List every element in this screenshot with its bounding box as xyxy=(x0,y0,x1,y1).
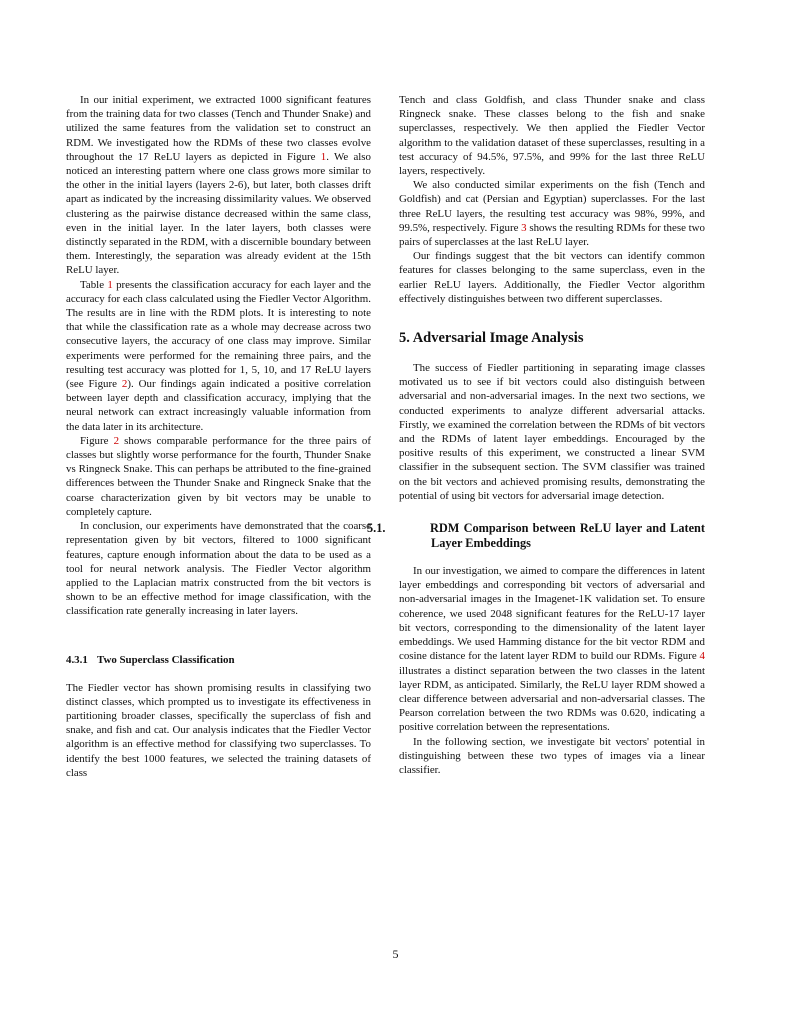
paragraph: Tench and class Goldfish, and class Thunder snake and class Ringneck snake. These classes belong to the fish and snake superclasses, respectively. We then applied the Fiedler Vector algorithm to the validation dataset of these superclasses, resulting in a test accuracy of 94.5%, 97.5%, and 99% for the last three ReLU layers, respectively. xyxy=(399,94,705,178)
table-ref-link[interactable]: 1 xyxy=(107,278,113,291)
heading-number: 4.3.1 xyxy=(66,653,88,666)
paragraph: Our findings suggest that the bit vectors can identify common features for classes belonging to the same superclass, even in the earlier ReLU layers. Additionally, the Fiedler Vector algorithm effectively distinguishes between two different superclasses. xyxy=(399,250,705,305)
heading-title: RDM Comparison between ReLU layer and Latent Layer Embeddings xyxy=(430,521,705,551)
heading-title: Two Superclass Classification xyxy=(97,653,235,666)
page-number: 5 xyxy=(392,947,399,961)
paragraph: In the following section, we investigate bit vectors' potential in distinguishing between these two types of images via a linear classifier. xyxy=(399,735,705,776)
paragraph: Table 1 presents the classification accuracy for each layer and the accuracy for each class calculated using the Fiedler Vector Algorithm. The results are in line with the RDM plots. It is interesting to note that while the classification rate as a whole may decrease across two consecutive layers, the accuracy of one class may improve. Similar experiments were performed for the remaining three pairs, and the resulting test accuracy was plotted for 1, 5, 10, and 17 ReLU layers (see Figure 2). Our findings again indicated a positive correlation between layer depth and classification accuracy, implying that the neural network can extract increasingly valuable information from the data later in its architecture. xyxy=(66,278,372,433)
figure-ref-link[interactable]: 2 xyxy=(113,434,120,447)
subsubsection-heading xyxy=(66,653,371,667)
paragraph: In our initial experiment, we extracted 1000 significant features from the training data for two classes (Tench and Thunder Snake) and utilized the same features from the validation set to construct an RDM. We investigated how the RDMs of these two classes evolve throughout the 17 ReLU layers as depicted in Figure 1. We also noticed an interesting pattern where one class grows more similar to the other in the initial layers (layers 2-6), but later, both classes drift apart as indicated by the increasing dissimilarity values. We observed clustering as the pairwise distance decreased within the same class, even in the initial layer. In the later layers, both classes were distinctly separated in the RDM, with a discernible boundary between them. Interestingly, the separation was already evident at the 15th ReLU layer. xyxy=(66,94,371,277)
paragraph: The Fiedler vector has shown promising results in classifying two distinct classes, which prompted us to investigate its effectiveness in partitioning broader classes, specifically the superclass of fish and snake, and fish and cat. Our analysis indicates that the Fiedler Vector algorithm is an effective method for classifying two superclasses. To identify the best 1000 features, we selected the training datasets of class xyxy=(66,681,371,779)
paragraph: In our investigation, we aimed to compare the differences in latent layer embeddings and corresponding bit vectors of adversarial and non-adversarial images in the Imagenet-1K validation set. To ensure coherence, we used 2048 significant features for the ReLU-17 layer bit vectors, corresponding to the dimensionality of the latent layer embeddings. We used Hamming distance for the bit vector RDM and cosine distance for the latent layer RDM to build our RDMs. Figure 4 illustrates a distinct separation between the two classes in the latent layer RDM, as anticipated. Similarly, the ReLU layer RDM showed a clear difference between adversarial and non-adversarial classes. The Pearson correlation between the two RDMs was 0.620, indicating a positive correlation between the representations. xyxy=(399,565,705,734)
figure-ref-link[interactable]: 3 xyxy=(521,221,527,234)
section-heading xyxy=(399,329,705,347)
left-column xyxy=(66,93,371,780)
figure-ref-link[interactable]: 4 xyxy=(699,650,705,663)
heading-title: Adversarial Image Analysis xyxy=(412,330,584,347)
heading-number: 5. xyxy=(399,330,410,347)
figure-ref-link[interactable]: 1 xyxy=(320,150,327,163)
paragraph: Figure 2 shows comparable performance for the three pairs of classes but slightly worse performance for the fourth, Thunder Snake vs Ringneck Snake. This can perhaps be attributed to the fine-grained differences between the Thunder Snake and Ringneck Snake that the coarse characterization given by bit vectors may be unable to completely capture. xyxy=(66,434,371,518)
paragraph: The success of Fiedler partitioning in separating image classes motivated us to see if bit vectors could also distinguish between adversarial and non-adversarial images. In the next two sections, we conducted experiments to analyze different adversarial attacks. Firstly, we examined the correlation between the RDMs of bit vectors and the RDMs of latent layer embeddings. Encouraged by the positive results of this experiment, we constructed a linear SVM classifier in the subsequent section. The SVM classifier was trained on the bit vectors and achieved promising results, demonstrating the potential of using bit vectors for adversarial image detection. xyxy=(399,362,705,502)
paragraph: In conclusion, our experiments have demonstrated that the coarse representation given by bit vectors, filtered to 1000 significant features, capture enough information about the data to be used as a tool for neural network analysis. The Fiedler Vector algorithm applied to the Laplacian matrix constructed from the bit vectors is shown to be an effective method for image classification, with the classification rate generally increasing in later layers. xyxy=(66,520,371,618)
figure-ref-link[interactable]: 2 xyxy=(121,378,128,391)
right-column xyxy=(367,93,705,777)
subsection-heading xyxy=(367,521,705,551)
paragraph: We also conducted similar experiments on the fish (Tench and Goldfish) and cat (Persian and Egyptian) superclasses. For the last three ReLU layers, the resulting test accuracy was 98%, 99%, and 99.5%, respectively. Figure 3 shows the resulting RDMs for these two pairs of superclasses at the last ReLU layer. xyxy=(399,179,705,249)
heading-number: 5.1. xyxy=(367,521,386,536)
